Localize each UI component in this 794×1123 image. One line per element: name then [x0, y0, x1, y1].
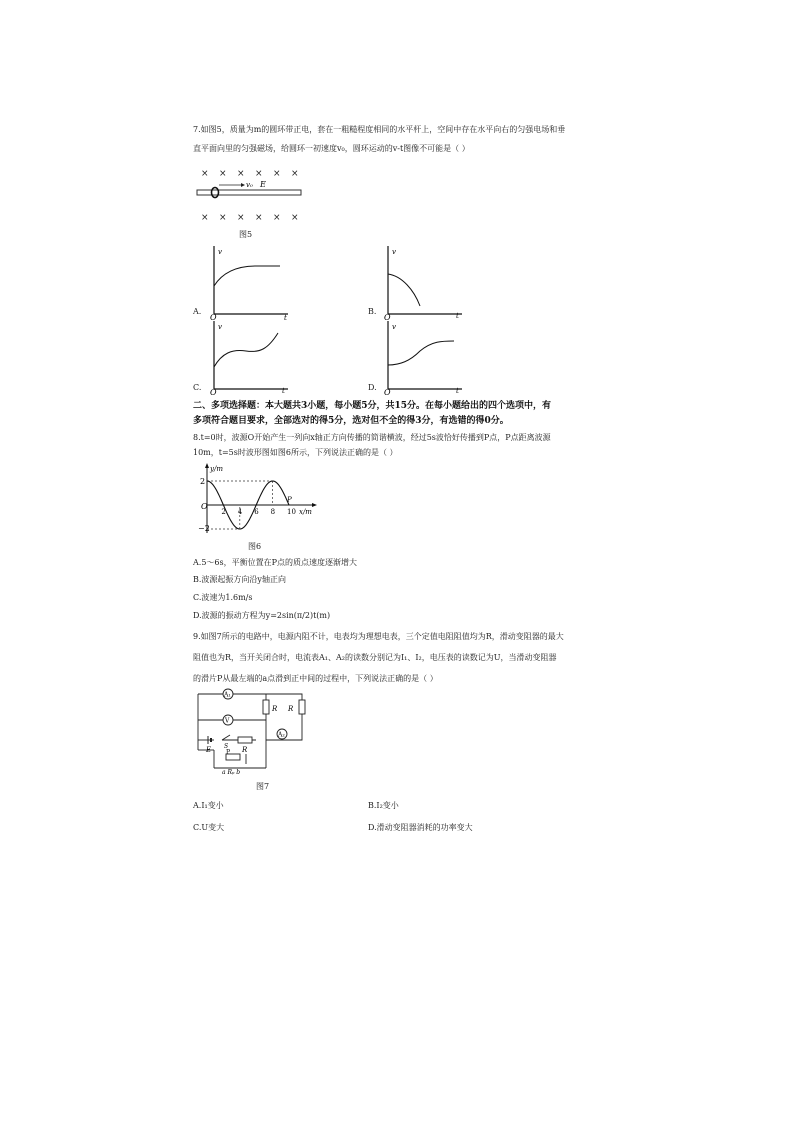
rod: [197, 190, 301, 195]
figure-5: [195, 168, 305, 226]
svg-text:v: v: [218, 248, 222, 256]
figure-5-caption: 图5: [239, 230, 253, 239]
svg-text:S: S: [224, 743, 229, 750]
x-tick-2: 2: [221, 508, 226, 516]
x-axis-label: x/m: [299, 508, 312, 516]
svg-text:t: t: [456, 312, 459, 320]
q8-option-c: C.波速为1.6m/s: [193, 593, 253, 602]
svg-text:a Rₚ b: a Rₚ b: [222, 769, 241, 776]
svg-text:×: ×: [201, 213, 209, 223]
q9-option-c: C.U变大: [193, 823, 225, 832]
section2-line1: 二、多项选择题：本大题共3小题，每小题5分，共15分。在每小题给出的四个选项中，有: [193, 401, 552, 411]
svg-text:R: R: [242, 746, 248, 754]
graph-option-c: [206, 319, 291, 397]
section2-line2: 多项符合题目要求，全部选对的得5分，选对但不全的得3分，有选错的得0分。: [193, 416, 509, 426]
x-tick-8: 8: [270, 508, 276, 516]
svg-text:×: ×: [219, 213, 227, 223]
q8-option-b: B.波源起振方向沿y轴正向: [193, 575, 286, 584]
figure-7-circuit: [194, 688, 309, 778]
x-tick-10: 10: [287, 508, 296, 516]
q8-option-d: D.波源的振动方程为y=2sin(π/2)t(m): [193, 611, 331, 620]
x-tick-4: 4: [237, 508, 243, 516]
svg-text:O: O: [210, 313, 217, 322]
svg-text:×: ×: [219, 169, 227, 179]
q8-option-a: A.5～6s，平衡位置在P点的质点速度逐渐增大: [193, 558, 357, 567]
figure-7-caption: 图7: [256, 782, 270, 791]
svg-text:R: R: [288, 705, 294, 713]
y-axis-label: y/m: [210, 465, 223, 473]
svg-text:R: R: [272, 705, 278, 713]
e-label: E: [260, 180, 266, 189]
svg-text:A₁: A₁: [224, 691, 231, 699]
switch: [222, 735, 230, 740]
origin-label: O: [201, 502, 208, 511]
svg-text:×: ×: [255, 213, 263, 223]
svg-text:×: ×: [237, 169, 245, 179]
svg-text:V: V: [225, 717, 230, 725]
svg-text:t: t: [456, 387, 459, 395]
svg-text:×: ×: [291, 213, 299, 223]
svg-text:P: P: [226, 749, 231, 756]
option-d-label: D.: [368, 383, 377, 392]
figure-6-wave-graph: [197, 463, 319, 541]
resistor-r2: [299, 700, 305, 714]
graph-option-d: [380, 319, 465, 397]
q9-line1: 9.如图7所示的电路中，电源内阻不计，电表均为理想电表，三个定值电阻阻值均为R，滑动变阻器的最大: [193, 632, 564, 641]
svg-text:O: O: [210, 388, 217, 397]
q9-line3: 的滑片P从最左端的a点滑到正中间的过程中，下列说法正确的是（ ）: [193, 674, 438, 683]
figure-6-caption: 图6: [248, 542, 262, 551]
svg-text:v: v: [392, 248, 396, 256]
q9-option-d: D.滑动变阻器消耗的功率变大: [368, 823, 473, 832]
ring: [212, 188, 219, 198]
svg-text:v: v: [218, 323, 222, 331]
q9-option-a: A.I₁变小: [193, 801, 224, 810]
q8-line2: 10m，t=5s时波形图如图6所示，下列说法正确的是（ ）: [193, 448, 398, 457]
magnetic-field-crosses: [201, 169, 299, 223]
svg-text:×: ×: [255, 169, 263, 179]
resistor-r1: [263, 700, 269, 714]
svg-text:×: ×: [237, 213, 245, 223]
q7-line2: 直平面向里的匀强磁场，给圆环一初速度v₀，圆环运动的v-t图像不可能是（ ）: [193, 144, 470, 153]
graph-option-b: [380, 244, 465, 322]
svg-text:A₂: A₂: [278, 731, 285, 739]
svg-text:O: O: [384, 388, 391, 397]
option-c-label: C.: [193, 383, 202, 392]
svg-text:t: t: [284, 314, 287, 322]
q9-line2: 阻值也为R，当开关闭合时，电流表A₁、A₂的读数分别记为I₁、I₂，电压表的读数记为U，当滑动变阻器: [193, 653, 557, 662]
x-tick-6: 6: [254, 508, 259, 516]
svg-text:t: t: [282, 387, 285, 395]
point-p-label: P: [287, 496, 292, 504]
q7-line1: 7.如图5，质量为m的圆环带正电，套在一粗糙程度相同的水平杆上，空间中存在水平向右的匀强电场和垂: [193, 125, 566, 134]
svg-text:×: ×: [273, 213, 281, 223]
q9-option-b: B.I₂变小: [368, 801, 399, 810]
option-b-label: B.: [368, 307, 377, 316]
y-tick-2: 2: [200, 477, 206, 486]
graph-option-a: [206, 244, 291, 322]
y-tick-neg2: −2: [198, 524, 210, 533]
q8-line1: 8.t=0时，波源O开始产生一列向x轴正方向传播的简谐横波，经过5s波恰好传播到P点，P点距离波源: [193, 433, 551, 442]
svg-text:O: O: [384, 313, 391, 322]
svg-text:v: v: [392, 323, 396, 331]
svg-text:×: ×: [291, 169, 299, 179]
svg-text:×: ×: [273, 169, 281, 179]
resistor-r3: [238, 737, 252, 743]
svg-text:E: E: [206, 746, 212, 754]
option-a-label: A.: [193, 307, 202, 316]
v0-label: v₀: [246, 181, 253, 189]
svg-text:×: ×: [201, 169, 209, 179]
